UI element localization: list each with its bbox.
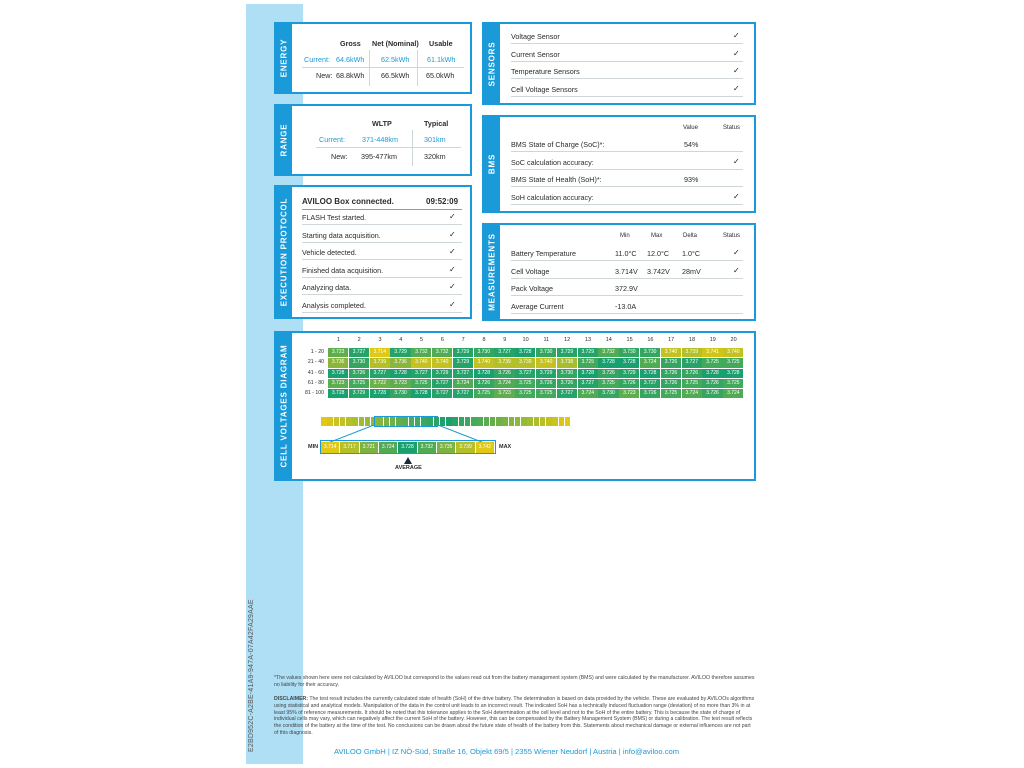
voltage-cell: 3.727 <box>411 369 431 378</box>
row-label: 21 - 40 <box>307 359 324 366</box>
column-number: 13 <box>584 337 592 343</box>
voltage-cell: 3.728 <box>370 389 390 398</box>
voltage-cell: 3.727 <box>453 389 473 398</box>
energy-header-usable: Usable <box>429 39 453 48</box>
scale-min-label: MIN <box>308 444 319 450</box>
checkmark-icon: ✓ <box>449 229 456 239</box>
measurements-tab <box>484 225 500 319</box>
row-divider <box>511 169 743 170</box>
voltage-cell: 3.722 <box>370 379 390 388</box>
voltage-cell: 3.725 <box>474 389 494 398</box>
bms-row-label: SoH calculation accuracy: <box>511 192 594 202</box>
voltage-cell: 3.730 <box>349 358 369 367</box>
scale-cell: 3.724 <box>379 442 397 453</box>
cell-voltages-title: CELL VOLTAGES DIAGRAM <box>279 344 289 468</box>
meas-col-status: Status <box>723 233 741 239</box>
measurement-min: 372.9V <box>615 284 638 293</box>
scale-cell: 3.717 <box>340 442 358 453</box>
row-divider <box>302 294 462 295</box>
column-number: 4 <box>399 337 403 343</box>
voltage-cell: 3.726 <box>494 369 514 378</box>
checkmark-icon: ✓ <box>733 191 740 201</box>
voltage-cell: 3.727 <box>640 379 660 388</box>
energy-panel <box>274 22 472 94</box>
voltage-cell: 3.730 <box>390 389 410 398</box>
column-number: 14 <box>605 337 612 343</box>
voltage-cell: 3.726 <box>661 358 681 367</box>
meas-col-delta: Delta <box>683 233 698 239</box>
sensor-item: Temperature Sensors <box>511 67 580 76</box>
row-divider <box>511 151 743 152</box>
checkmark-icon: ✓ <box>733 83 740 93</box>
column-number: 1 <box>336 337 340 343</box>
average-marker <box>404 457 412 464</box>
execution-step: Starting data acquisition. <box>302 230 381 240</box>
voltage-cell: 3.728 <box>598 358 618 367</box>
voltage-cell: 3.729 <box>536 369 556 378</box>
voltage-cell: 3.739 <box>370 358 390 367</box>
scale-cell: 3.714 <box>321 442 339 453</box>
voltage-cell: 3.728 <box>723 369 743 378</box>
execution-step: Finished data acquisition. <box>302 265 384 275</box>
execution-heading: AVILOO Box connected. <box>302 197 394 206</box>
checkmark-icon: ✓ <box>449 299 456 309</box>
voltage-cell: 3.727 <box>515 369 535 378</box>
energy-new-label: New: <box>316 71 333 80</box>
average-label: AVERAGE <box>395 465 422 471</box>
voltage-cell: 3.726 <box>557 379 577 388</box>
voltage-cell: 3.726 <box>661 369 681 378</box>
energy-current-label: Current: <box>304 55 330 64</box>
row-divider <box>302 224 462 225</box>
voltage-scale <box>320 440 496 454</box>
measurement-max: 12.0°C <box>647 249 670 258</box>
checkmark-icon: ✓ <box>449 282 456 291</box>
bms-row-label: BMS State of Charge (SoC)*: <box>511 140 605 149</box>
voltage-cell: 3.725 <box>578 358 598 367</box>
voltage-cell: 3.729 <box>557 348 577 357</box>
checkmark-icon: ✓ <box>733 66 740 75</box>
voltage-cell: 3.727 <box>682 358 702 367</box>
voltage-cell: 3.724 <box>578 389 598 398</box>
energy-header-net: Net (Nominal) <box>372 39 419 48</box>
column-number: 10 <box>522 337 529 343</box>
scale-cell: 3.721 <box>360 442 378 453</box>
column-number: 8 <box>482 337 486 343</box>
checkmark-icon: ✓ <box>449 264 456 274</box>
execution-title: EXECUTION PROTOCOL <box>279 197 289 307</box>
checkmark-icon: ✓ <box>449 247 456 256</box>
energy-new-net: 66.5kWh <box>381 71 410 80</box>
disclaimer-text: The test result includes the currently calculated state of health (SoH) of the drive battery. The determination is based on data provided by the vehicle. These are evaluated by AVILOOs algorithms using statistical and analytical models. Manipulation of the data in the control unit leads to an incorrect result. The indicated SoH has a technically induced fluctuation range (deviation) of no more than 3% in at least 95% of reference measurements. It should be noted that this tolerance applies to the SoH determination at the cell level and not to the SoH of the entire battery. This is because the state of charge of individual cells may vary, which can negatively affect the current SoH of the battery. However, this can be compensated by the Battery Management System (BMS) or during a calibration. The test result reflects the condition of the battery at the time of the test. No conclusions can be drawn about the future state of health of the battery from this. Statements about mechanical damage or external influences are not part of this diagnosis. <box>274 696 755 736</box>
voltage-cell: 3.730 <box>557 369 577 378</box>
voltage-cell: 3.740 <box>474 358 494 367</box>
voltage-cell: 3.725 <box>682 379 702 388</box>
voltage-cell: 3.726 <box>536 379 556 388</box>
measurement-min: -13.0A <box>615 301 637 311</box>
bms-tab <box>484 117 500 211</box>
sensor-item: Current Sensor <box>511 49 560 59</box>
checkmark-icon: ✓ <box>733 31 740 40</box>
sensors-tab <box>484 24 500 103</box>
column-number: 5 <box>420 337 424 343</box>
checkmark-icon: ✓ <box>733 48 740 58</box>
report-page <box>246 4 786 764</box>
voltage-cell: 3.729 <box>349 389 369 398</box>
range-panel <box>274 104 472 176</box>
range-new-label: New: <box>331 152 348 161</box>
voltage-cell: 3.740 <box>723 348 743 357</box>
meas-col-min: Min <box>620 233 630 239</box>
row-divider <box>511 313 743 314</box>
row-divider <box>302 259 462 260</box>
voltage-cell: 3.741 <box>702 348 722 357</box>
bms-row-value: 54% <box>684 140 699 149</box>
column-number: 12 <box>564 337 571 343</box>
energy-current-gross: 64.6kWh <box>336 55 365 64</box>
voltage-cell: 3.738 <box>557 358 577 367</box>
checkmark-icon: ✓ <box>733 156 740 166</box>
voltage-cell: 3.729 <box>453 348 473 357</box>
row-label: 61 - 80 <box>307 379 324 386</box>
energy-title: ENERGY <box>279 38 289 78</box>
column-number: 7 <box>461 337 465 343</box>
column-number: 20 <box>730 337 737 343</box>
voltage-cell: 3.727 <box>432 379 452 388</box>
scale-cell: 3.728 <box>398 442 416 453</box>
row-divider <box>511 295 743 296</box>
voltage-cell: 3.714 <box>370 348 390 357</box>
row-label: 81 - 100 <box>304 390 324 397</box>
execution-step: FLASH Test started. <box>302 213 367 222</box>
voltage-cell: 3.725 <box>411 379 431 388</box>
row-divider <box>511 204 743 205</box>
column-number: 16 <box>647 337 654 343</box>
measurement-label: Cell Voltage <box>511 266 550 276</box>
voltage-cell: 3.736 <box>328 358 348 367</box>
voltage-cell: 3.728 <box>474 369 494 378</box>
voltage-cell: 3.725 <box>598 379 618 388</box>
scale-max-label: MAX <box>499 444 512 450</box>
row-divider <box>511 186 743 187</box>
company-address: AVILOO GmbH | IZ NÖ-Süd, Straße 16, Objekt 69/5 | 2355 Wiener Neudorf | Austria | info@aviloo.com <box>334 747 680 756</box>
voltage-cell: 3.727 <box>453 369 473 378</box>
bms-title: BMS <box>487 153 497 175</box>
execution-time: 09:52:09 <box>426 197 459 206</box>
voltage-cell: 3.723 <box>328 379 348 388</box>
voltage-cell: 3.726 <box>702 389 722 398</box>
sensors-title: SENSORS <box>487 41 497 86</box>
row-divider <box>511 78 743 79</box>
voltage-cell: 3.726 <box>619 379 639 388</box>
voltage-cell: 3.730 <box>640 348 660 357</box>
column-number: 9 <box>503 337 507 343</box>
column-number: 18 <box>688 337 696 343</box>
voltage-cell: 3.727 <box>557 389 577 398</box>
checkmark-icon: ✓ <box>449 212 456 221</box>
scale-cell: 3.739 <box>456 442 474 453</box>
voltage-cell: 3.727 <box>578 379 598 388</box>
row-divider <box>511 61 743 62</box>
execution-protocol-panel <box>274 185 472 319</box>
voltage-cell: 3.740 <box>661 348 681 357</box>
voltage-cell: 3.728 <box>328 389 348 398</box>
row-divider <box>511 278 743 279</box>
row-divider <box>511 43 743 44</box>
voltage-cell: 3.723 <box>390 379 410 388</box>
column-number: 3 <box>378 337 382 343</box>
voltage-cell: 3.725 <box>515 379 535 388</box>
energy-tab <box>276 24 292 92</box>
voltage-cell: 3.730 <box>619 348 639 357</box>
row-divider <box>511 96 743 97</box>
cell-voltages-panel <box>274 331 756 481</box>
voltage-cell: 3.729 <box>390 348 410 357</box>
energy-current-net: 62.5kWh <box>381 55 410 64</box>
range-current-label: Current: <box>319 135 345 144</box>
sensors-panel <box>482 22 756 105</box>
footnote <box>274 675 756 689</box>
voltage-cell: 3.729 <box>619 369 639 378</box>
voltage-cell: 3.729 <box>432 369 452 378</box>
row-label: 41 - 60 <box>307 369 324 376</box>
voltage-cell: 3.727 <box>370 369 390 378</box>
voltage-cell: 3.725 <box>702 358 722 367</box>
checkmark-icon: ✓ <box>733 248 740 257</box>
measurement-delta: 1.0°C <box>682 249 701 258</box>
measurements-title: MEASUREMENTS <box>487 233 497 311</box>
row-label: 1 - 20 <box>310 349 324 355</box>
bms-row-label: SoC calculation accuracy: <box>511 157 594 167</box>
voltage-cell: 3.725 <box>515 389 535 398</box>
voltage-cell: 3.723 <box>494 389 514 398</box>
voltage-cell: 3.726 <box>661 379 681 388</box>
voltage-cell: 3.724 <box>453 379 473 388</box>
voltage-cell: 3.728 <box>619 358 639 367</box>
row-divider <box>302 312 462 313</box>
voltage-cell: 3.730 <box>474 348 494 357</box>
voltage-cell: 3.723 <box>619 389 639 398</box>
voltage-cell: 3.739 <box>515 358 535 367</box>
execution-step: Analyzing data. <box>302 283 352 292</box>
range-tab <box>276 106 292 174</box>
measurements-panel <box>482 223 756 321</box>
voltage-cell: 3.729 <box>578 348 598 357</box>
voltage-cell: 3.726 <box>598 369 618 378</box>
scale-cell: 3.742 <box>476 442 494 453</box>
range-new-wltp: 395-477km <box>361 152 397 161</box>
voltage-cell: 3.726 <box>640 389 660 398</box>
row-divider <box>302 277 462 278</box>
range-header-typical: Typical <box>424 119 449 128</box>
bms-col-status: Status <box>723 125 741 131</box>
voltage-cell: 3.739 <box>494 358 514 367</box>
voltage-cell: 3.724 <box>640 358 660 367</box>
range-current-typical: 301km <box>424 135 446 144</box>
sensor-item: Voltage Sensor <box>511 32 560 41</box>
voltage-cell: 3.727 <box>349 348 369 357</box>
voltage-cell: 3.732 <box>411 348 431 357</box>
cell-voltages-tab <box>276 333 292 479</box>
voltage-cell: 3.726 <box>474 379 494 388</box>
range-new-typical: 320km <box>424 152 446 161</box>
voltage-cell: 3.728 <box>640 369 660 378</box>
scale-cell: 3.732 <box>418 442 436 453</box>
execution-tab <box>276 187 292 317</box>
voltage-cell: 3.728 <box>702 369 722 378</box>
disclaimer <box>274 696 756 737</box>
bms-row-value: 93% <box>684 175 699 184</box>
range-title: RANGE <box>279 123 289 157</box>
voltage-cell: 3.724 <box>494 379 514 388</box>
voltage-cell: 3.740 <box>411 358 431 367</box>
row-divider <box>302 242 462 243</box>
checkmark-icon: ✓ <box>733 265 740 275</box>
document-id: E2BD952C-A2BE-41A9-947A-07A42FA29AAE <box>248 599 255 752</box>
meas-col-max: Max <box>651 233 663 239</box>
bms-row-label: BMS State of Health (SoH)*: <box>511 175 602 184</box>
scale-cell: 3.735 <box>437 442 455 453</box>
voltage-cell: 3.736 <box>390 358 410 367</box>
voltage-cell: 3.726 <box>349 369 369 378</box>
voltage-cell: 3.725 <box>536 389 556 398</box>
bms-col-value: Value <box>683 125 698 131</box>
voltage-cell: 3.725 <box>349 379 369 388</box>
measurement-delta: 28mV <box>682 266 701 276</box>
voltage-cell: 3.725 <box>723 358 743 367</box>
execution-step: Vehicle detected. <box>302 248 357 257</box>
row-divider <box>511 260 743 261</box>
voltage-cell: 3.739 <box>682 348 702 357</box>
voltage-cell: 3.732 <box>598 348 618 357</box>
column-number: 19 <box>709 337 716 343</box>
range-header-wltp: WLTP <box>372 119 392 128</box>
range-current-wltp: 371-448km <box>362 135 398 144</box>
voltage-cell: 3.728 <box>578 369 598 378</box>
column-number: 17 <box>668 337 675 343</box>
voltage-cell: 3.740 <box>432 358 452 367</box>
voltage-cell: 3.728 <box>328 369 348 378</box>
voltage-cell: 3.730 <box>598 389 618 398</box>
column-number: 2 <box>357 337 361 343</box>
voltage-cell: 3.725 <box>661 389 681 398</box>
voltage-cell: 3.732 <box>432 348 452 357</box>
voltage-cell: 3.725 <box>723 379 743 388</box>
measurement-min: 3.714V <box>615 266 638 276</box>
voltage-cell: 3.728 <box>390 369 410 378</box>
measurement-label: Average Current <box>511 301 564 311</box>
energy-header-gross: Gross <box>340 39 361 48</box>
voltage-cell: 3.729 <box>453 358 473 367</box>
measurement-min: 11.0°C <box>615 249 637 258</box>
measurement-label: Battery Temperature <box>511 249 576 258</box>
voltage-cell: 3.724 <box>682 389 702 398</box>
voltage-cell: 3.728 <box>515 348 535 357</box>
execution-step: Analysis completed. <box>302 300 366 310</box>
voltage-cell: 3.726 <box>682 369 702 378</box>
voltage-cell: 3.740 <box>536 358 556 367</box>
disclaimer-label: DISCLAIMER: <box>274 696 309 702</box>
column-number: 6 <box>440 337 444 343</box>
voltage-cell: 3.730 <box>536 348 556 357</box>
energy-new-usable: 65.0kWh <box>426 71 455 80</box>
measurement-max: 3.742V <box>647 266 670 276</box>
voltage-cell: 3.728 <box>411 389 431 398</box>
column-number: 11 <box>543 337 550 343</box>
energy-new-gross: 68.8kWh <box>336 71 365 80</box>
voltage-cell: 3.723 <box>328 348 348 357</box>
energy-current-usable: 61.1kWh <box>427 55 456 64</box>
column-number: 15 <box>626 337 633 343</box>
voltage-cell: 3.727 <box>432 389 452 398</box>
voltage-cell: 3.724 <box>723 389 743 398</box>
footnote-text: *The values shown here were not calculated by AVILOO but correspond to the values read out from the battery management system (BMS) and were calculated by the manufacturer. AVILOO therefore assumes no liability for their accuracy. <box>274 675 755 688</box>
sensor-item: Cell Voltage Sensors <box>511 84 578 94</box>
bms-panel <box>482 115 756 213</box>
measurement-label: Pack Voltage <box>511 284 553 293</box>
voltage-cell: 3.726 <box>702 379 722 388</box>
voltage-cell: 3.727 <box>494 348 514 357</box>
